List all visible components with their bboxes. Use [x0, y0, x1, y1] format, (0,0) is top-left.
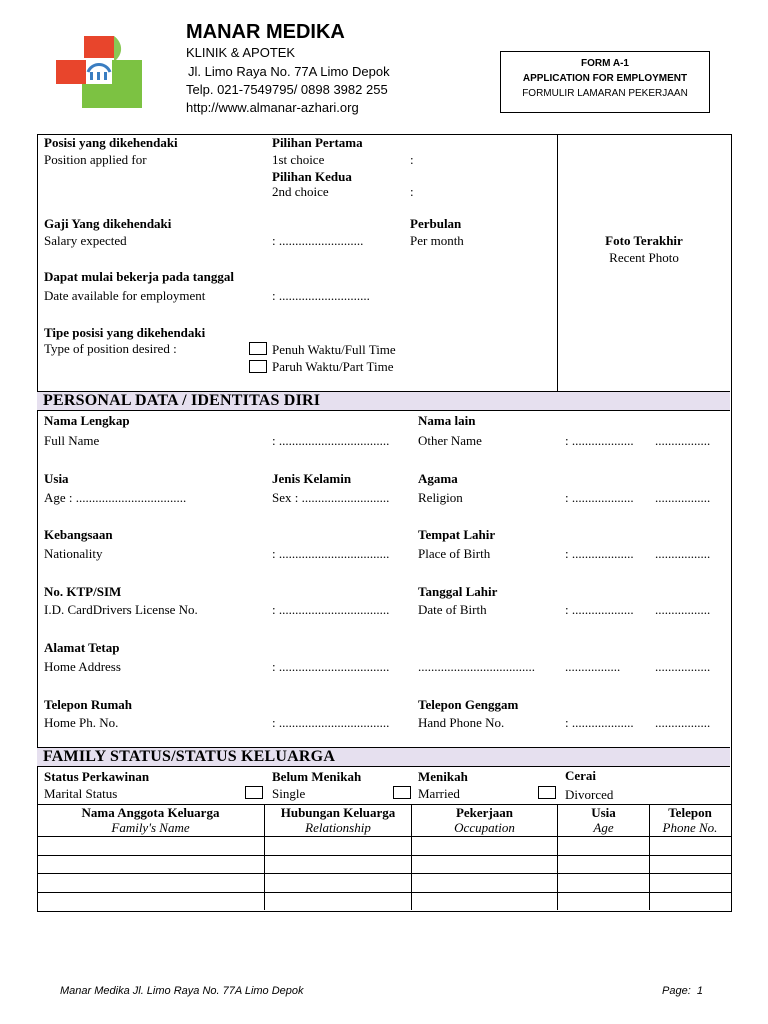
age-label-id: Usia [44, 471, 69, 486]
dob-label-en: Date of Birth [418, 602, 487, 617]
handphone-field-2[interactable]: ................. [655, 715, 711, 730]
married-label-en: Married [418, 786, 460, 801]
start-label-en: Date available for employment [44, 288, 206, 303]
salary-label-id: Gaji Yang dikehendaki [44, 216, 172, 231]
address-label-id: Alamat Tetap [44, 640, 120, 655]
fullname-field[interactable]: : .................................. [272, 433, 390, 448]
handphone-label-id: Telepon Genggam [418, 697, 519, 712]
fullname-label-en: Full Name [44, 433, 100, 448]
pob-field-2[interactable]: ................. [655, 546, 711, 561]
logo [52, 32, 144, 110]
photo-label-id: Foto Terakhir [605, 233, 683, 248]
choice1-label-en: 1st choice [272, 152, 325, 167]
company-subtitle: KLINIK & APOTEK [186, 45, 296, 60]
position-label-en: Position applied for [44, 152, 147, 167]
family-col-occupation-id: Pekerjaan [455, 805, 514, 820]
family-col-phone-id: Telepon [668, 805, 712, 820]
address-label-en: Home Address [44, 659, 121, 674]
religion-field-1[interactable]: : ................... [565, 490, 634, 505]
pob-field-1[interactable]: : ................... [565, 546, 634, 561]
family-col-phone-en: Phone No. [662, 820, 718, 835]
address-field-3[interactable]: ................. [565, 659, 621, 674]
family-col-relationship-en: Relationship [305, 820, 371, 835]
part-time-label: Paruh Waktu/Part Time [272, 359, 394, 374]
family-col-phone [650, 805, 730, 835]
address-field-4[interactable]: ................. [655, 659, 711, 674]
family-table-row-line [37, 892, 731, 893]
address-field-2[interactable]: .................................... [418, 659, 535, 674]
month-label-id: Perbulan [410, 216, 462, 231]
family-col-name-en: Family's Name [111, 820, 190, 835]
salary-field[interactable]: : .......................... [272, 233, 364, 248]
ktp-label-en: I.D. CardDrivers License No. [44, 602, 198, 617]
part-time-checkbox[interactable] [249, 360, 267, 373]
othername-label-en: Other Name [418, 433, 482, 448]
religion-label-en: Religion [418, 490, 463, 505]
position-label-id: Posisi yang dikehendaki [44, 135, 178, 150]
family-table-row-line [37, 873, 731, 874]
dob-field-2[interactable]: ................. [655, 602, 711, 617]
family-table-header-bottom [37, 836, 731, 837]
dob-field-1[interactable]: : ................... [565, 602, 634, 617]
nationality-label-id: Kebangsaan [44, 527, 113, 542]
form-title-id: FORMULIR LAMARAN PEKERJAAN [522, 88, 688, 99]
choice1-colon: : [410, 152, 414, 167]
married-label-id: Menikah [418, 769, 468, 784]
family-col-relationship [265, 805, 411, 835]
family-col-occupation-en: Occupation [454, 820, 515, 835]
sex-label-id: Jenis Kelamin [272, 471, 352, 486]
footer-address: Manar Medika Jl. Limo Raya No. 77A Limo Depok [60, 985, 304, 997]
type-label-en: Type of position desired : [44, 341, 177, 356]
month-label-en: Per month [410, 233, 464, 248]
sex-field[interactable]: Sex : ........................... [272, 490, 390, 505]
homephone-label-en: Home Ph. No. [44, 715, 119, 730]
single-checkbox[interactable] [245, 786, 263, 799]
age-field[interactable]: Age : .................................. [44, 490, 187, 505]
type-label-id: Tipe posisi yang dikehendaki [44, 325, 206, 340]
pob-label-id: Tempat Lahir [418, 527, 496, 542]
family-col-name-id: Nama Anggota Keluarga [81, 805, 220, 820]
family-section-title: FAMILY STATUS/STATUS KELUARGA [43, 748, 336, 765]
single-label-id: Belum Menikah [272, 769, 362, 784]
othername-label-id: Nama lain [418, 413, 476, 428]
footer-page: Page: 1 [662, 985, 703, 997]
othername-field-1[interactable]: : ................... [565, 433, 634, 448]
single-label-en: Single [272, 786, 306, 801]
choice2-colon: : [410, 184, 414, 199]
homephone-field[interactable]: : .................................. [272, 715, 390, 730]
personal-section-title: PERSONAL DATA / IDENTITAS DIRI [43, 392, 321, 409]
full-time-label: Penuh Waktu/Full Time [272, 342, 396, 357]
handphone-field-1[interactable]: : ................... [565, 715, 634, 730]
start-label-id: Dapat mulai bekerja pada tanggal [44, 269, 234, 284]
full-time-checkbox[interactable] [249, 342, 267, 355]
family-col-occupation [412, 805, 557, 835]
company-phone: Telp. 021-7549795/ 0898 3982 255 [186, 82, 388, 97]
family-col-age-id: Usia [591, 805, 616, 820]
choice2-label-en: 2nd choice [272, 184, 329, 199]
marital-label-en: Marital Status [44, 786, 118, 801]
form-title-en: APPLICATION FOR EMPLOYMENT [522, 73, 688, 84]
start-field[interactable]: : ............................ [272, 288, 370, 303]
company-website[interactable]: http://www.almanar-azhari.org [186, 100, 359, 115]
dob-label-id: Tanggal Lahir [418, 584, 498, 599]
fullname-label-id: Nama Lengkap [44, 413, 130, 428]
religion-field-2[interactable]: ................. [655, 490, 711, 505]
family-col-age [558, 805, 649, 835]
pob-label-en: Place of Birth [418, 546, 491, 561]
personal-section-header [37, 391, 730, 411]
divorced-label-id: Cerai [565, 768, 597, 783]
marital-label-id: Status Perkawinan [44, 769, 150, 784]
nationality-field[interactable]: : .................................. [272, 546, 390, 561]
ktp-field[interactable]: : .................................. [272, 602, 390, 617]
salary-label-en: Salary expected [44, 233, 127, 248]
handphone-label-en: Hand Phone No. [418, 715, 505, 730]
divorced-label-en: Divorced [565, 787, 614, 802]
company-address: Jl. Limo Raya No. 77A Limo Depok [188, 64, 390, 79]
family-col-name [37, 805, 264, 835]
married-checkbox[interactable] [393, 786, 411, 799]
company-name: MANAR MEDIKA [186, 21, 345, 43]
ktp-label-id: No. KTP/SIM [44, 584, 122, 599]
divorced-checkbox[interactable] [538, 786, 556, 799]
othername-field-2[interactable]: ................. [655, 433, 711, 448]
address-field-1[interactable]: : .................................. [272, 659, 390, 674]
religion-label-id: Agama [418, 471, 458, 486]
family-col-relationship-id: Hubungan Keluarga [280, 805, 396, 820]
choice1-label-id: Pilihan Pertama [272, 135, 363, 150]
homephone-label-id: Telepon Rumah [44, 697, 133, 712]
family-section-header [37, 747, 730, 767]
photo-label-en: Recent Photo [609, 250, 679, 265]
family-col-age-en: Age [593, 820, 614, 835]
form-code-box [500, 51, 710, 113]
form-code: FORM A-1 [581, 58, 629, 69]
choice2-label-id: Pilihan Kedua [272, 169, 352, 184]
nationality-label-en: Nationality [44, 546, 103, 561]
family-table-row-line [37, 855, 731, 856]
